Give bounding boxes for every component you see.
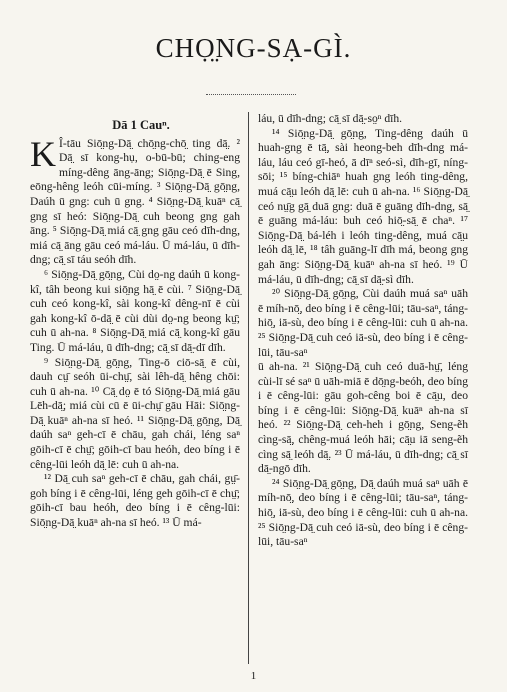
verse-paragraph [30, 133, 240, 268]
book-title: CHỌ̤NG-SẠ-GÌ. [155, 33, 352, 63]
verse-paragraph: ⁹ Siō̤ng-Dā̤ gō̤ng, Ting-ō ciō-sā̤ ē cùi, dauh cṳ̄ seóh ūi-chṳ̄, sài lêh-dā̤ hêng chōi: cuh ū ah-na. ¹⁰ Cā̤ do̤ ē tó Siō̤ng-Dā̤ miá gāu Lēh-dā̤; miá cùi cū ē ūi-chṳ̄ gāu Hāi: Siō̤ng-Dā̤ kuāⁿ ah-na sī heó. ¹¹ Siō̤ng-Dā̤ gō̤ng, Dā̤ daúh saⁿ geh-cī ē chāu, gah chái, léng saⁿ gōih-cī ē chṳ̄; gōih-cī bau heóh, deo bíng i ē cêng-lūi leóh dā̤ lē: cuh ū ah-na. [30, 355, 240, 471]
right-column [258, 112, 468, 550]
verse-paragraph: ¹² Dā̤ cuh saⁿ geh-cī ē chāu, gah chái, gṳ̄-goh bíng i ē cêng-lūi, léng geh gōih-cī ē chṳ̄; gōih-cī bau heóh, deo bíng i ē cêng-lūi: Siō̤ng-Dā̤ kuāⁿ ah-na sī heó. ¹³ Ū má- [30, 472, 240, 530]
left-column [30, 118, 240, 531]
page-number: 1 [250, 670, 257, 682]
verse-text: Î-tāu Siō̤ng-Dā̤ chō̤ng-chō̤ ting dā̤. ² Dā̤ sī kong-hụ, o-bū-bū; ching-eng míng-dêng āng-āng; Siō̤ng-Dā̤ ē Sing, eōng-hêng leóh cūi-míng. ³ Siō̤ng-Dā̤ gō̤ng, Daúh ū gng: cuh ū gng. ⁴ Siō̤ng-Dā̤ kuāⁿ cā̤ gng sī heó: Siō̤ng-Dā̤ cuh beong gng gah āng. ⁵ Siō̤ng-Dā̤ miá cā̤ gng gāu ceó dīh-dng, miá cā̤ āng gāu ceó má-láu. Ū má-láu, ū dīh-dng; cā̤ sī táu seóh dīh. [30, 136, 240, 267]
verse-paragraph: láu, ū dīh-dng; cā̤ sī dā̤-so̤ⁿ dīh. [258, 112, 403, 125]
verse-paragraph: ²⁰ Siō̤ng-Dā̤ gō̤ng, Cùi daúh muá saⁿ uāh ē míh-nō̤, deo bíng i ē cêng-lūi; tāu-saⁿ, táng-hiō̤, iā-sù, deo bíng i ē cêng-lūi: cuh ū ah-na. ²⁵ Siō̤ng-Dā̤ cuh ceó iā-sù, deo bíng i ē cêng-lūi, tāu-saⁿ [258, 287, 468, 359]
verse-paragraph: ¹⁴ Siō̤ng-Dā̤ gō̤ng, Ting-dêng daúh ū huah-gng ē tā̤, sài heong-beh dīh-dng má-láu, láu ceó gī-heó, ā dīⁿ seó-sì, dīh-gī, níng-sōi; ¹⁵ bíng-chiāⁿ huah gng leóh ting-dêng, muá cā̤u leóh dā̤ lē: cuh ū ah-na. ¹⁶ Siō̤ng-Dā̤ ceó nṳ̄g gā̤ duā gng: duā ē guāng dīh-dng, sā̤ ē guāng má-láu: buh ceó hiō̤-sā̤ ē chaⁿ. ¹⁷ Siō̤ng-Dā̤ bá-léh i leóh ting-dêng, muá cā̤u leóh dā̤ lē, ¹⁸ tâh guāng-lī dīh má, beong gng gah āng: Siō̤ng-Dā̤ kuāⁿ ah-na sī heó. ¹⁹ Ū má-láu, ū dīh-dng; cā̤ sī dā̤-sì dīh. [258, 126, 468, 286]
title-rule [206, 94, 296, 95]
verse-paragraph: ū ah-na. ²¹ Siō̤ng-Dā̤ cuh ceó duā-hṳ̄, léng cùi-lī sé saⁿ ū uāh-miā ē dō̤ng-beóh, deo bíng i ē cêng-lūi: gāu goh-cêng boi ē cā̤u, deo bíng i ē cêng-lūi: Siō̤ng-Dā̤ kuāⁿ ah-na sī heó. ²² Siō̤ng-Dā̤ ceh-heh i gō̤ng, Seng-ẽh cìng-sā̤, chêng-muá leóh hāi; cā̤u iā seng-ẽh cìng sā̤ leóh dā̤. ²³ Ū má-láu, ū dīh-dng; cā̤ sī dā̤-ngō dīh. [258, 360, 468, 476]
verse-paragraph: ⁶ Siō̤ng-Dā̤ gō̤ng, Cùi do̤-ng daúh ū kong-kî, tâh beong kui siō̤ng hā̤ ē cùi. ⁷ Siō̤ng-Dā̤ cuh ceó kong-kî, sài kong-kî dêng-nī ē cùi gah kong-kî ō-dā̤ ē cùi dùi do̤-ng beong kṳ̄; cuh ū ah-na. ⁸ Siō̤ng-Dā̤ miá cā̤ kong-kî gāu Ting. Ū má-láu, ū dīh-dng; cā̤ sī dā̤-dī dīh. [30, 267, 240, 354]
chapter-heading: Dā 1 Cauⁿ. [112, 118, 170, 132]
column-divider [248, 112, 249, 664]
verse-paragraph: ²⁴ Siō̤ng-Dā̤ gō̤ng, Dā̤ daúh muá saⁿ uāh ē míh-nō̤, deo bíng i ē cêng-lūi; tāu-saⁿ, táng-hiō̤, iā-sù, deo bíng i ē cêng-lūi: cuh ū ah-na. ²⁵ Siō̤ng-Dā̤ cuh ceó iā-sù, deo bíng i ē cêng-lūi, tāu-saⁿ [258, 476, 468, 549]
drop-cap: K [30, 133, 56, 174]
